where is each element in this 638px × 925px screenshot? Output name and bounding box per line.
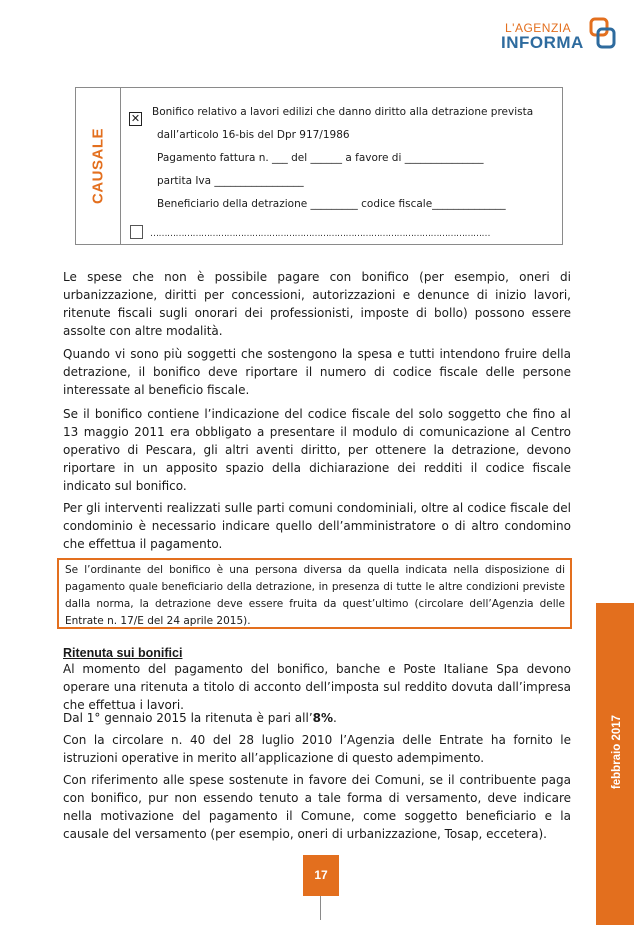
causale-line-2: dall’articolo 16-bis del Dpr 917/1986 (157, 129, 350, 141)
paragraph-5: Al momento del pagamento del bonifico, banche e Poste Italiane Spa devono operare una ritenuta a titolo di acconto dell’imposta sul reddito dovuta dall’impresa che effettua i lavori. (63, 662, 571, 712)
causale-label: CAUSALE (89, 127, 107, 205)
paragraph-2: Quando vi sono più soggetti che sostengono la spesa e tutti intendono fruire della detrazione, il bonifico deve riportare il numero di codice fiscale delle persone interessate al beneficio fiscale. (63, 347, 571, 397)
checkbox-checked[interactable]: ✕ (130, 112, 141, 125)
page-number: 17 (303, 855, 339, 896)
logo-text-top: L'AGENZIA (505, 21, 572, 35)
logo-text-bottom: INFORMA (501, 33, 584, 52)
causale-line-5: Beneficiario della detrazione _________ codice fiscale______________ (157, 198, 506, 210)
causale-line-4: partita Iva _________________ (157, 175, 304, 187)
logo-mark-icon (589, 17, 617, 51)
causale-line-1: Bonifico relativo a lavori edilizi che danno diritto alla detrazione prevista (152, 106, 534, 118)
section-title: Ritenuta sui bonifici (63, 646, 183, 660)
paragraph-1: Le spese che non è possibile pagare con bonifico (per esempio, oneri di urbanizzazione, diritti per concessioni, autorizzazioni e denunce di inizio lavori, ritenute fiscali sugli onorari dei professionisti, imposte di bollo) possono essere assolte con altre modalità. (63, 270, 571, 338)
causale-dotted-line: ………………………………………………………………………………………………………… (150, 229, 490, 239)
withholding-rate: 8% (312, 711, 334, 725)
side-date-text: febbraio 2017 (611, 714, 623, 790)
paragraph-6 (63, 709, 571, 727)
paragraph-3: Se il bonifico contiene l’indicazione del codice fiscale del solo soggetto che fino al 13 maggio 2011 era obbligato a presentare il modulo di comunicazione al Centro operativo di Pescara, gli altri aventi diritto, per ottenere la detrazione, devono riportare in un apposito spazio della dichiarazione dei redditi il codice fiscale indicato sul bonifico. (63, 407, 571, 493)
paragraph-4: Per gli interventi realizzati sulle parti comuni condominiali, oltre al codice fiscale del condominio è necessario indicare quello dell’amministratore o di altro condomino che effettua il pagamento. (63, 501, 571, 551)
checkbox-empty[interactable] (130, 225, 143, 239)
paragraph-6-prefix: Dal 1° gennaio 2015 la ritenuta è pari all’ (63, 711, 313, 725)
causale-line-3: Pagamento fattura n. ___ del ______ a favore di _______________ (157, 152, 484, 164)
paragraph-8: Con riferimento alle spese sostenute in favore dei Comuni, se il contribuente paga con bonifico, pur non essendo tenuto a tale forma di versamento, deve indicare nella motivazione del pagamento il Comune, come soggetto beneficiario e la causale del versamento (per esempio, oneri di urbanizzazione, Tosap, eccetera). (63, 773, 571, 841)
causale-side-column (76, 88, 121, 244)
note-box: Se l’ordinante del bonifico è una persona diversa da quella indicata nella disposizione di pagamento quale beneficiario della detrazione, in presenza di tutte le altre condizioni previste dalla norma, la detrazione deve essere fruita da quest’ultimo (circolare dell’Agenzia delle Entrate n. 17/E del 24 aprile 2015). (57, 558, 572, 629)
paragraph-7: Con la circolare n. 40 del 28 luglio 2010 l’Agenzia delle Entrate ha fornito le istruzioni operative in merito all’applicazione di questo adempimento. (63, 733, 571, 765)
page-number-line (320, 896, 321, 920)
agenzia-informa-logo (497, 17, 617, 57)
paragraph-6-suffix: . (333, 711, 337, 725)
